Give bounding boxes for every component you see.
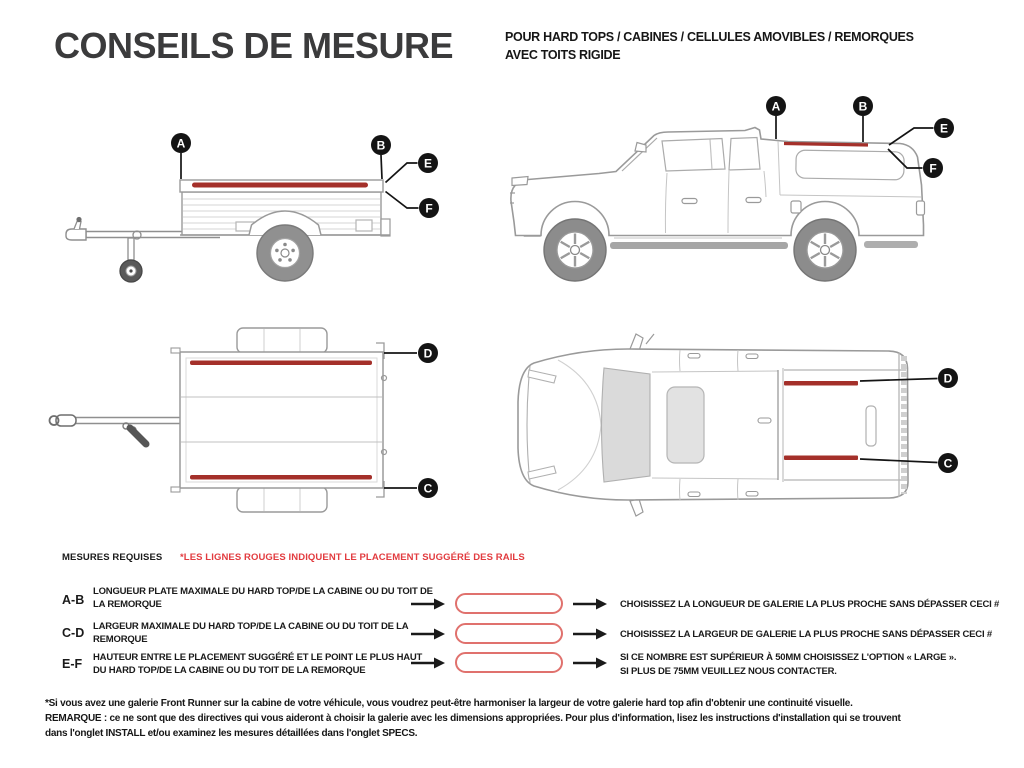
trailer-side-view-diagram xyxy=(40,95,460,315)
measure-result-ef: SI CE NOMBRE EST SUPÉRIEUR À 50MM CHOISISSEZ L'OPTION « LARGE ». SI PLUS DE 75MM VEUILLEZ NOUS CONTACTER. xyxy=(620,652,957,677)
red-lines-note: *LES LIGNES ROUGES INDIQUENT LE PLACEMENT SUGGÉRÉ DES RAILS xyxy=(180,552,525,563)
suggested-rail-line xyxy=(190,475,372,480)
subtitle-line-1: POUR HARD TOPS / CABINES / CELLULES AMOVIBLES / REMORQUES xyxy=(505,30,914,44)
rocker-shadow xyxy=(610,242,788,249)
measure-result-ab: CHOISISSEZ LA LONGUEUR DE GALERIE LA PLUS PROCHE SANS DÉPASSER CECI # xyxy=(620,599,1000,610)
trailer-box-top xyxy=(171,343,387,497)
footer-note-line-2: REMARQUE : ce ne sont que des directives qui vous aideront à choisir la galerie avec les dimensions appropriées. Pour plus d'information, lisez les instructions d'installation qui se trouvent xyxy=(45,713,901,724)
arrow-right-icon xyxy=(411,657,445,669)
handbrake-lever xyxy=(123,423,146,444)
arrow-right-icon xyxy=(411,598,445,610)
measure-desc-ab: LONGUEUR PLATE MAXIMALE DU HARD TOP/DE LA CABINE OU DU TOIT DE LA REMORQUE xyxy=(93,586,433,610)
measurement-value-box-ab xyxy=(455,593,563,614)
subtitle-line-2: AVEC TOITS RIGIDE xyxy=(505,47,621,62)
arrow-right-icon xyxy=(573,657,607,669)
sunroof xyxy=(667,387,704,463)
trailer-coupler-top xyxy=(50,415,77,426)
label-a-marker xyxy=(766,96,786,139)
label-a-marker xyxy=(171,133,191,179)
measure-desc-ef: HAUTEUR ENTRE LE PLACEMENT SUGGÉRÉ ET LE POINT LE PLUS HAUT DU HARD TOP/DE LA CABINE OU DU TOIT DE LA REMORQUE xyxy=(93,652,423,676)
rear-wheel xyxy=(794,219,856,281)
trailer-hitch xyxy=(66,217,86,240)
svg-text:C: C xyxy=(943,456,953,471)
suggested-rail-line xyxy=(784,381,858,386)
measure-key-ab: A-B xyxy=(62,593,85,607)
label-f-marker xyxy=(386,192,440,219)
measurement-value-box-ef xyxy=(455,652,563,673)
arrow-right-icon xyxy=(411,628,445,640)
rear-shadow xyxy=(864,241,918,248)
svg-text:E: E xyxy=(939,121,949,136)
label-e-marker xyxy=(386,153,439,183)
svg-text:B: B xyxy=(858,99,868,114)
measure-key-cd: C-D xyxy=(62,626,85,640)
svg-text:D: D xyxy=(423,346,433,361)
front-wheel xyxy=(544,219,606,281)
windshield-top xyxy=(602,368,651,482)
bed-latch xyxy=(866,406,876,446)
svg-text:C: C xyxy=(423,481,433,496)
label-e-marker xyxy=(889,118,954,145)
measure-key-ef: E-F xyxy=(62,657,83,671)
footer-note-line-1: *Si vous avez une galerie Front Runner sur la cabine de votre véhicule, vous voudrez peut-être harmoniser la largeur de votre galerie hard top afin d'obtenir une continuité visuelle. xyxy=(45,698,853,709)
suggested-rail-line xyxy=(190,361,372,366)
footer-note-line-3: dans l'onglet INSTALL et/ou examinez les mesures détaillées dans l'onglet SPECS. xyxy=(45,728,418,739)
label-d-marker xyxy=(384,343,438,363)
suggested-rail-line xyxy=(784,144,868,146)
label-b-marker xyxy=(853,96,873,142)
measure-result-cd: CHOISISSEZ LA LARGEUR DE GALERIE LA PLUS PROCHE SANS DÉPASSER CECI # xyxy=(620,629,992,640)
label-b-marker xyxy=(371,135,391,179)
truck-side-view-diagram xyxy=(500,85,980,310)
measurement-value-box-cd xyxy=(455,623,563,644)
suggested-rail-line xyxy=(192,183,368,188)
svg-text:E: E xyxy=(423,156,433,171)
measures-heading: MESURES REQUISES xyxy=(62,552,163,563)
svg-text:F: F xyxy=(929,161,937,176)
svg-text:A: A xyxy=(176,136,186,151)
trailer-jockey-wheel xyxy=(120,231,142,282)
page-title: CONSEILS DE MESURE xyxy=(54,25,454,66)
trailer-wheel xyxy=(257,225,313,281)
svg-text:B: B xyxy=(376,138,386,153)
svg-text:A: A xyxy=(771,99,781,114)
svg-text:F: F xyxy=(425,201,433,216)
arrow-right-icon xyxy=(573,628,607,640)
label-c-marker xyxy=(384,478,438,498)
svg-text:D: D xyxy=(943,371,953,386)
page-subtitle xyxy=(505,29,914,64)
truck-top-view-diagram xyxy=(500,330,980,530)
measure-desc-cd: LARGEUR MAXIMALE DU HARD TOP/DE LA CABINE OU DU TOIT DE LA REMORQUE xyxy=(93,621,409,645)
arrow-right-icon xyxy=(573,598,607,610)
suggested-rail-line xyxy=(784,456,858,461)
trailer-top-view-diagram xyxy=(40,320,460,530)
